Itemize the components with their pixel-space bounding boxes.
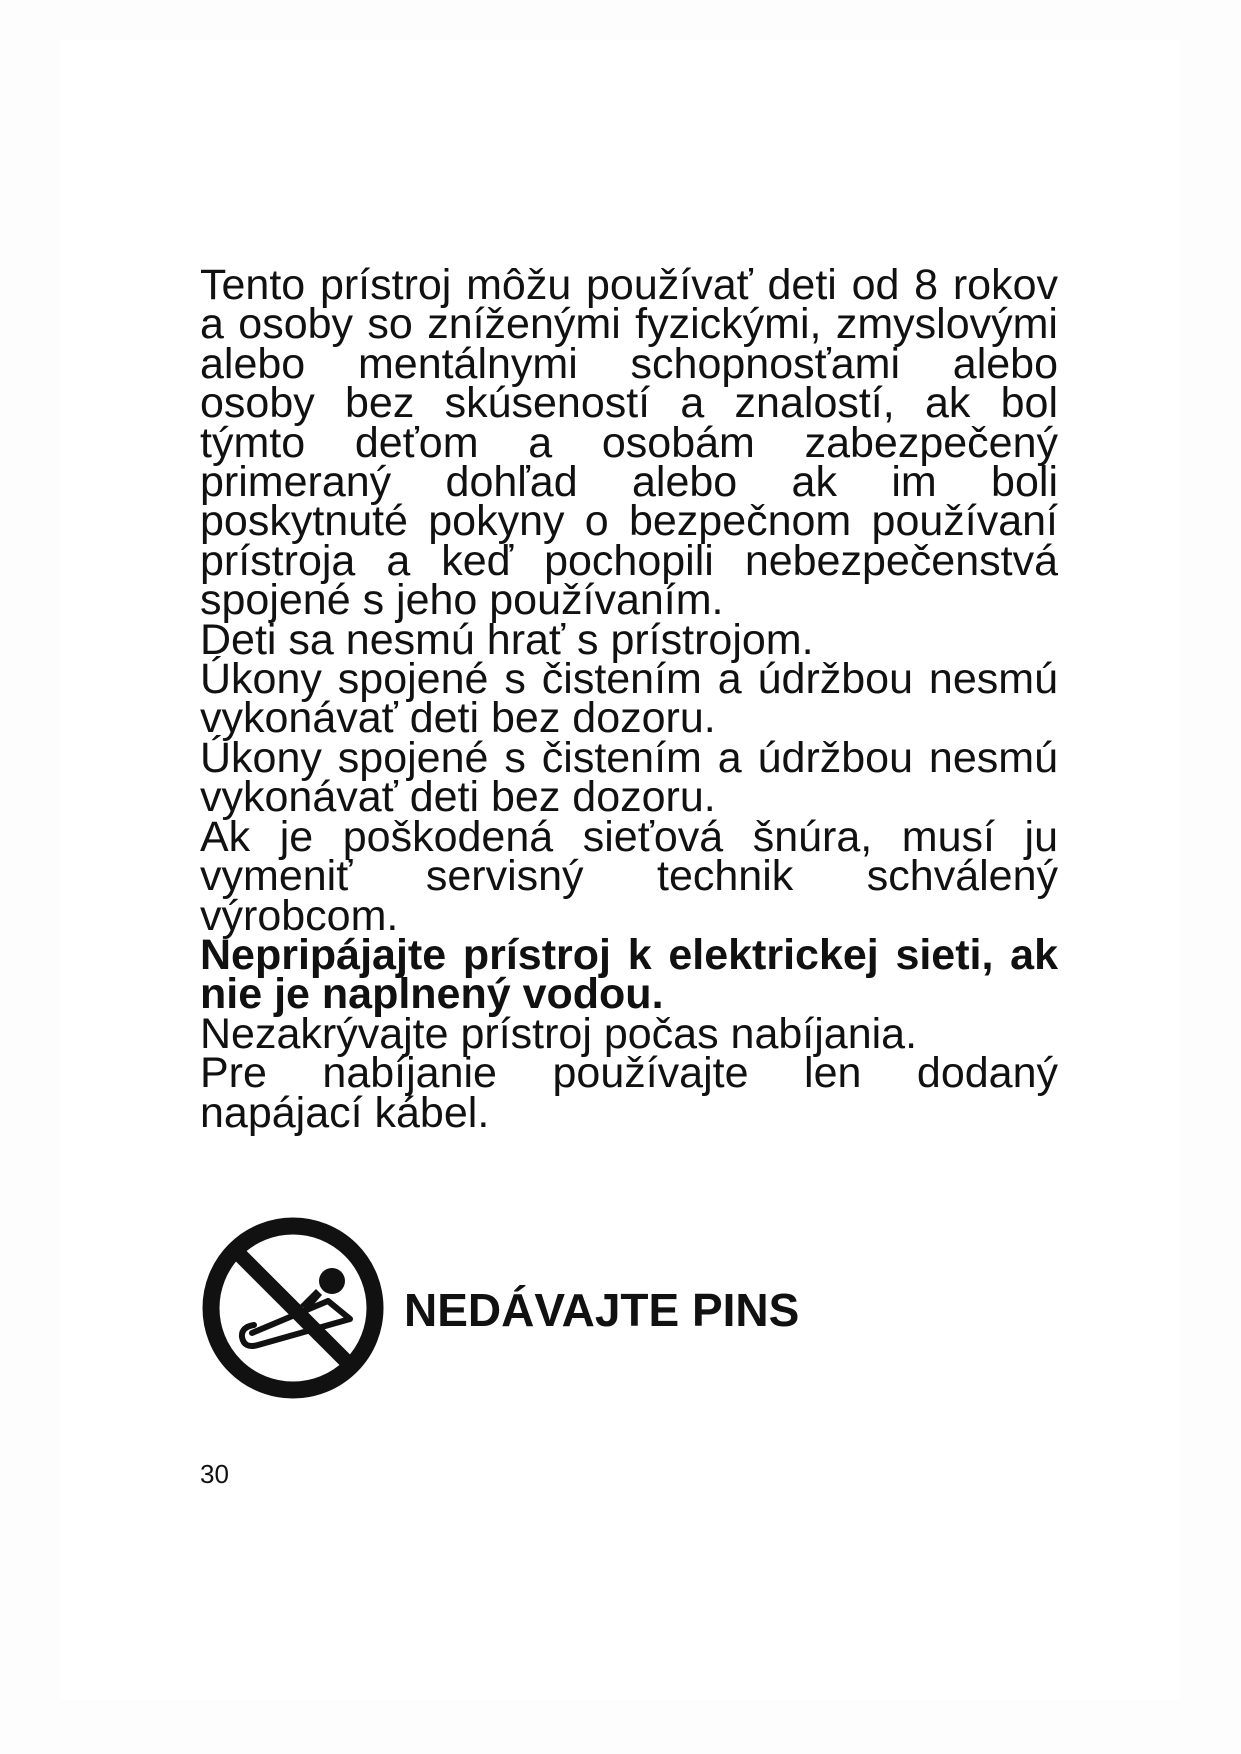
paragraph-children-play: Deti sa nesmú hrať s prístrojom. bbox=[200, 615, 814, 664]
paragraph-water-warning: Nepripájajte prístroj k elektrickej sieti, ak nie je naplnený vodou. bbox=[200, 930, 1058, 1019]
paragraph-power-cord: Ak je poškodená sieťová šnúra, musí ju vymeniť servisný technik schválený výrobcom. bbox=[200, 812, 1058, 940]
body-text bbox=[200, 261, 1058, 1137]
no-pins-icon bbox=[200, 1215, 386, 1401]
paragraph-cleaning-1: Úkony spojené s čistením a údržbou nesmú vykonávať deti bez dozoru. bbox=[200, 655, 1058, 743]
paragraph-usage-restrictions: Tento prístroj môžu používať deti od 8 rokov a osoby so zníženými fyzickými, zmyslovými alebo mentálnymi schopnosťami alebo osoby bez skúseností a znalostí, ak bol týmto deťom a osobám zabezpečený primeraný dohľad alebo ak im boli poskytnuté pokyny o bezpečnom používaní prístroja a keď pochopili nebezpečenstvá spojené s jeho používaním. bbox=[200, 261, 1058, 625]
warning-label: NEDÁVAJTE PINS bbox=[404, 1284, 800, 1336]
paragraph-do-not-cover: Nezakrývajte prístroj počas nabíjania. bbox=[200, 1009, 918, 1058]
paragraph-cleaning-2: Úkony spojené s čistením a údržbou nesmú vykonávať deti bez dozoru. bbox=[200, 733, 1058, 822]
paragraph-charging-cable: Pre nabíjanie používajte len dodaný napájací kábel. bbox=[200, 1049, 1058, 1137]
page-number: 30 bbox=[200, 1459, 229, 1489]
no-pins-warning bbox=[200, 1215, 900, 1395]
